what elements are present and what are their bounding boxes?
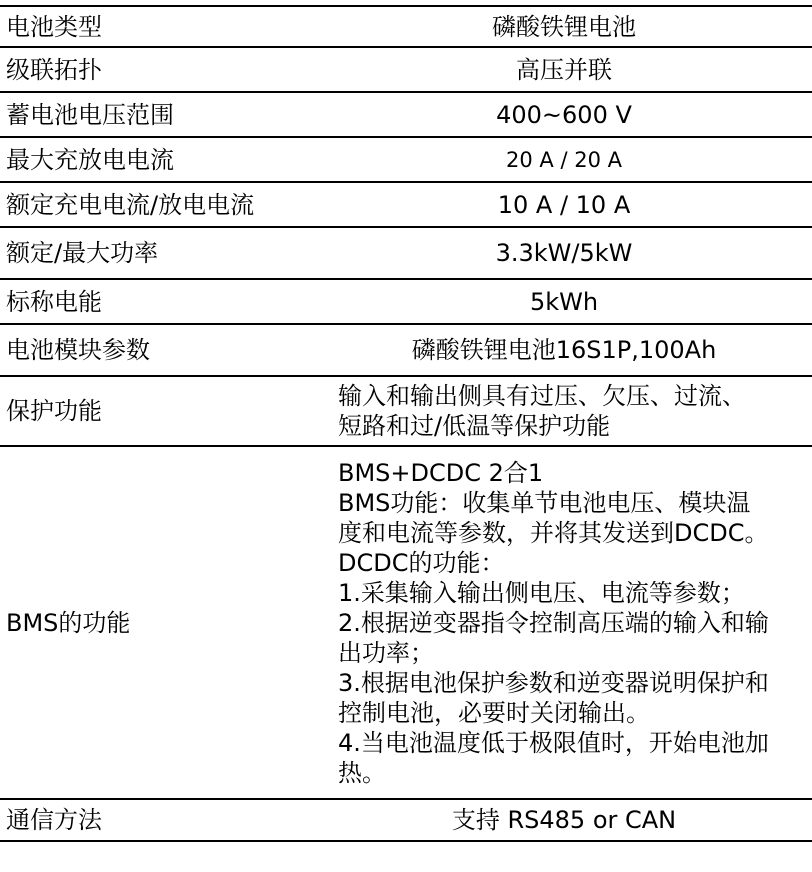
row-label: 级联拓扑 [0, 47, 316, 92]
table-row [0, 6, 812, 47]
value-line: 控制电池，必要时关闭输出。 [338, 698, 650, 727]
table-row [0, 47, 812, 92]
table-row [0, 227, 812, 279]
value-line: 2.根据逆变器指令控制高压端的输入和输 [338, 608, 769, 637]
table-row [0, 324, 812, 376]
value-line: 3.根据电池保护参数和逆变器说明保护和 [338, 668, 769, 697]
row-value: 10 A / 10 A [316, 182, 812, 227]
row-value [316, 376, 812, 446]
row-value: 400~600 V [316, 92, 812, 137]
table-row [0, 137, 812, 182]
row-label: BMS的功能 [0, 446, 316, 799]
table-row [0, 182, 812, 227]
row-label: 电池类型 [0, 6, 316, 47]
table-row [0, 799, 812, 841]
value-line: 度和电流等参数，并将其发送到DCDC。 [338, 518, 769, 547]
value-line: 1.采集输入输出侧电压、电流等参数； [338, 578, 745, 607]
row-label: 通信方法 [0, 799, 316, 841]
table-row [0, 92, 812, 137]
value-line: 输入和输出侧具有过压、欠压、过流、 [338, 382, 746, 410]
row-label: 额定充电电流/放电电流 [0, 182, 316, 227]
row-label: 标称电能 [0, 279, 316, 324]
row-value [316, 446, 812, 799]
table-row [0, 376, 812, 446]
row-label: 蓄电池电压范围 [0, 92, 316, 137]
row-label: 额定/最大功率 [0, 227, 316, 279]
row-value: 5kWh [316, 279, 812, 324]
row-value: 高压并联 [316, 47, 812, 92]
value-line: 热。 [338, 758, 386, 787]
row-label: 保护功能 [0, 376, 316, 446]
spec-table [0, 5, 812, 842]
row-value: 支持 RS485 or CAN [316, 799, 812, 841]
row-label: 最大充放电电流 [0, 137, 316, 182]
value-line: BMS+DCDC 2合1 [338, 458, 544, 487]
value-line: 短路和过/低温等保护功能 [338, 412, 611, 440]
row-value: 磷酸铁锂电池16S1P,100Ah [316, 324, 812, 376]
value-line: BMS功能：收集单节电池电压、模块温 [338, 488, 751, 517]
row-value: 20 A / 20 A [316, 137, 812, 182]
row-label: 电池模块参数 [0, 324, 316, 376]
table-row [0, 279, 812, 324]
value-line: 出功率； [338, 638, 434, 667]
value-line: DCDC的功能： [338, 548, 505, 577]
row-value: 3.3kW/5kW [316, 227, 812, 279]
value-line: 4.当电池温度低于极限值时，开始电池加 [338, 728, 769, 757]
row-value: 磷酸铁锂电池 [316, 6, 812, 47]
table-row [0, 446, 812, 799]
